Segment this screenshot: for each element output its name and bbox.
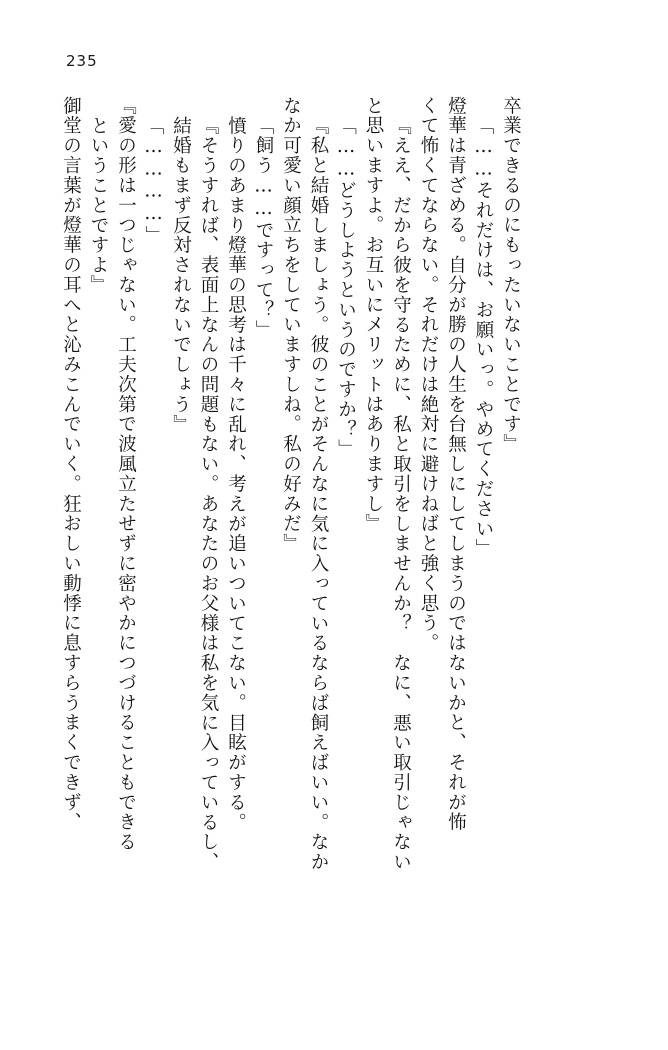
- text-column: 『私と結婚しましょう。彼のことがそんなに気に入っているならば飼えばいい。なか: [308, 116, 329, 873]
- text-column: 『愛の形は一つじゃない。工夫次第で波風立たせずに密やかにつづけることもできる: [115, 96, 137, 853]
- text-column: 卒業できるのにもったいないことです』: [500, 96, 522, 455]
- text-column: 「…………」: [143, 116, 164, 246]
- text-column: なか可愛い顔立ちをしていますしね。私の好みだ』: [280, 96, 302, 554]
- text-column: 『そうすれば、表面上なんの問題もない。あなたのお父様は私を気に入っているし、: [198, 116, 219, 873]
- vertical-text-block: [52, 96, 622, 1026]
- text-column: 御堂の言葉が燈華の耳へと沁みこんでいく。狂おしい動悸に息すらうまくできず、: [60, 96, 82, 833]
- page-number: 235: [66, 52, 98, 70]
- text-column: 結婚もまず反対されないでしょう』: [170, 116, 192, 435]
- text-column: 「……どうしようというのですか？」: [335, 116, 357, 460]
- text-column: くて怖くてならない。それだけは絶対に避けねばと強く思う。: [418, 96, 439, 654]
- text-column: 憤りのあまり燈華の思考は千々に乱れ、考えが追いついてこない。目眩がする。: [225, 116, 247, 833]
- text-column: ということですよ』: [88, 116, 109, 296]
- text-column: 「飼う……ですって？」: [253, 116, 274, 340]
- text-column: 『ええ、だから彼を守るために、私と取引をしませんか？ なに、悪い取引じゃない: [390, 116, 412, 873]
- text-column: 「……それだけは、お願いっ。やめてください」: [473, 116, 494, 559]
- text-column: と思いますよ。お互いにメリットはありますし』: [363, 96, 384, 534]
- text-column: 燈華は青ざめる。自分が勝の人生を台無しにしてしまうのではないかと、それが怖: [445, 96, 467, 833]
